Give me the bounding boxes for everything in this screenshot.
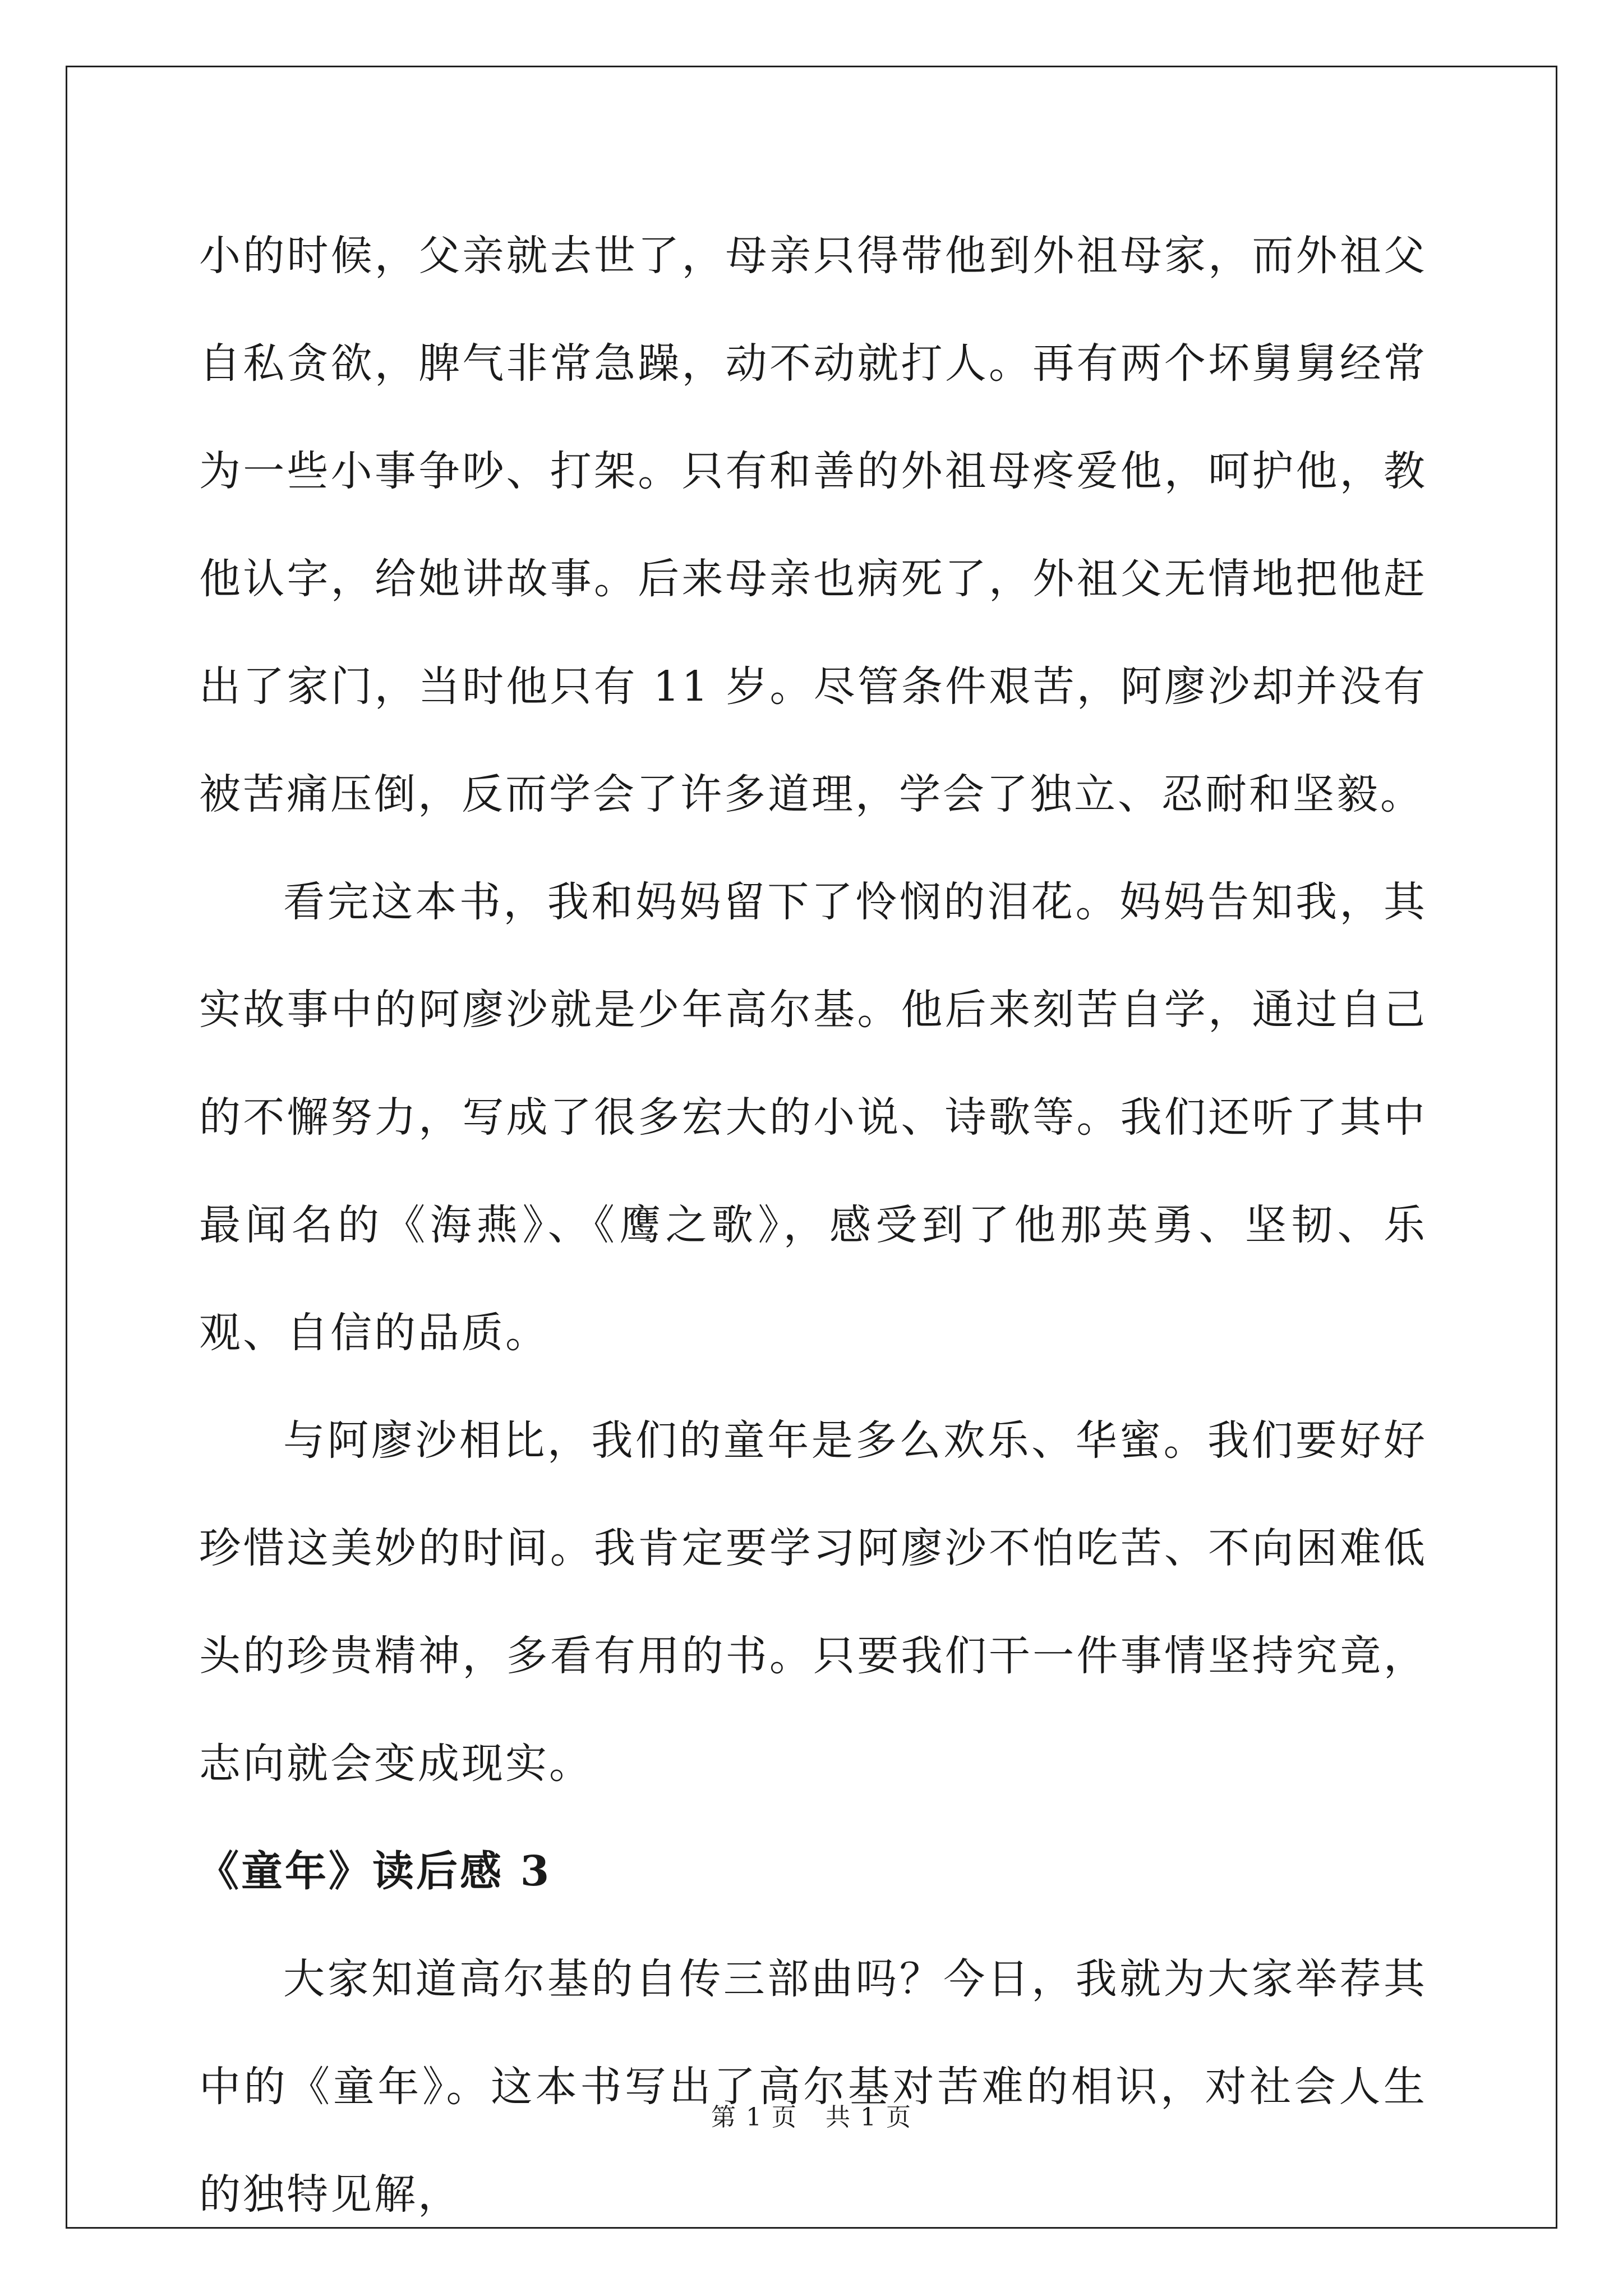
page-number: 第 1 页 bbox=[711, 2103, 797, 2132]
paragraph-4: 大家知道高尔基的自传三部曲吗？今日，我就为大家举荐其中的《童年》。这本书写出了高尔基对苦难的相识，对社会人生的独特见解， bbox=[199, 1955, 1427, 2219]
page-footer bbox=[0, 2097, 1623, 2133]
paragraph-1: 小的时候，父亲就去世了，母亲只得带他到外祖母家，而外祖父自私贪欲，脾气非常急躁，动不动就打人。再有两个坏舅舅经常为一些小事争吵、打架。只有和善的外祖母疼爱他，呵护他，教他认字，给她讲故事。后来母亲也病死了，外祖父无情地把他赶出了家门，当时他只有 11 岁。尽管条件艰苦，阿廖沙却并没有被苦痛压倒，反而学会了许多道理，学会了独立、忍耐和坚毅。 bbox=[199, 232, 1427, 818]
section-heading: 《童年》读后感 3 bbox=[197, 1847, 552, 1895]
paragraph-3: 与阿廖沙相比，我们的童年是多么欢乐、华蜜。我们要好好珍惜这美妙的时间。我肯定要学习阿廖沙不怕吃苦、不向困难低头的珍贵精神，多看有用的书。只要我们干一件事情坚持究竟，志向就会变成现实。 bbox=[199, 1416, 1427, 1788]
document-body bbox=[199, 202, 1427, 2248]
page-total: 共 1 页 bbox=[826, 2103, 912, 2132]
paragraph-2: 看完这本书，我和妈妈留下了怜悯的泪花。妈妈告知我，其实故事中的阿廖沙就是少年高尔基。他后来刻苦自学，通过自己的不懈努力，写成了很多宏大的小说、诗歌等。我们还听了其中最闻名的《海燕》、《鹰之歌》，感受到了他那英勇、坚韧、乐观、自信的品质。 bbox=[199, 878, 1427, 1357]
